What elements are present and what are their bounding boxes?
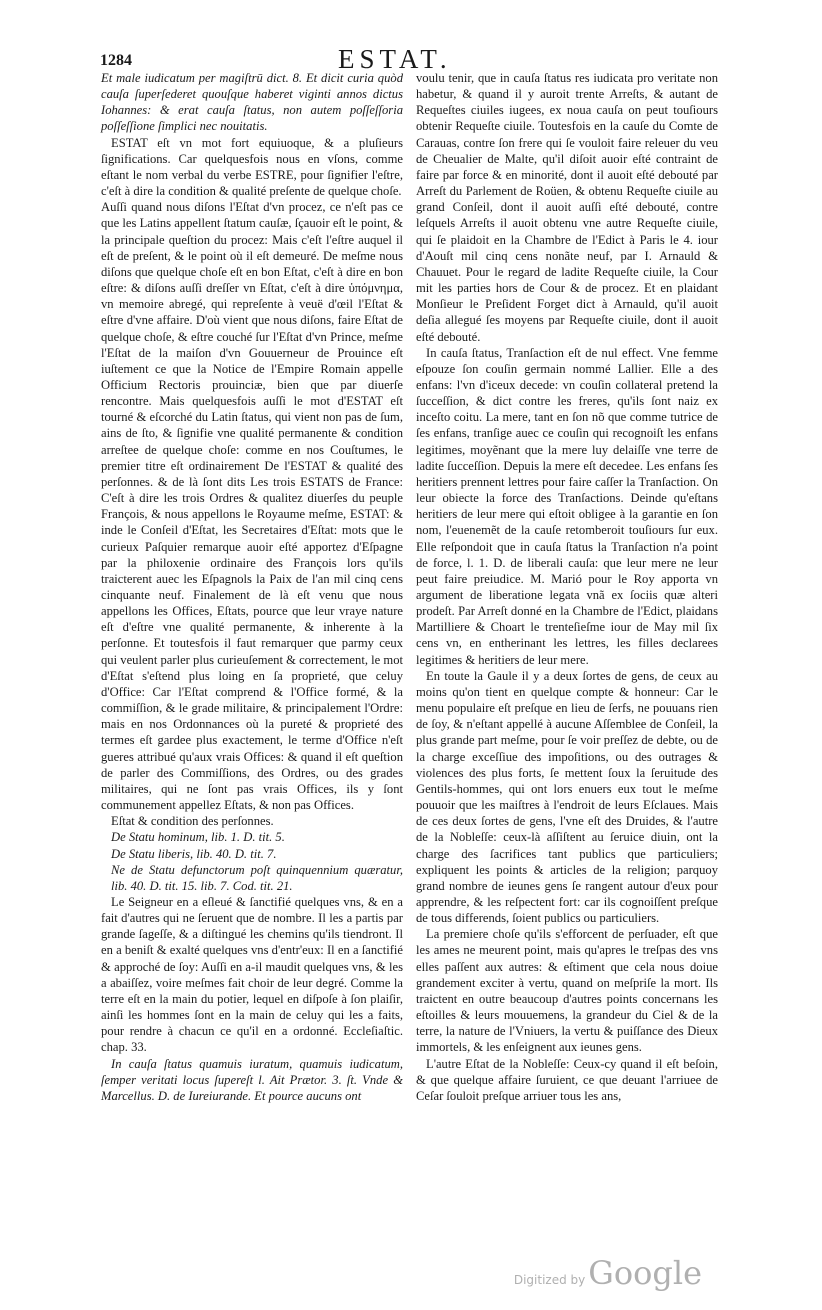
paragraph: Et male iudicatum per magiſtrū dict. 8. Et dicit curia quòd cauſa ſuperſederet quouſque haberet viginti annos dictus Iohannes: & erat cauſa ſtatus, non autem poſſeſſoria poſſeſſione ſimplici nec nouitatis. bbox=[101, 71, 403, 134]
left-column bbox=[101, 70, 403, 1104]
paragraph: Ne de Statu defunctorum poſt quinquennium quæratur, lib. 40. D. tit. 15. lib. 7. Cod. tit. 21. bbox=[111, 862, 403, 893]
paragraph: De Statu hominum, lib. 1. D. tit. 5. bbox=[111, 830, 285, 845]
paragraph: La premiere choſe qu'ils s'efforcent de perſuader, eſt que les ames ne meurent point, mais qu'apres le treſpas des vns elles paſſent aux autres: & eſtiment que cela nous doiue grandement exciter à vertu, quand on meſpriſe la mort. Ils traictent en outre beaucoup d'autres points concernans les eſtoilles & leurs mouuemens, la grandeur du Ciel & de la terre, la nature de l'Vniuers, la vertu & puiſſance des Dieux immortels, & les enſeignent aux ieunes gens. bbox=[416, 927, 718, 1055]
paragraph: L'autre Eſtat de la Nobleſſe: Ceux-cy quand il eſt beſoin, & que quelque affaire ſuruient, ce que deuant l'arriuee de Ceſar ſouloit preſque arriuer tous les ans, bbox=[416, 1056, 718, 1103]
paragraph: Le Seigneur en a eſleué & ſanctifié quelques vns, & en a fait d'autres qui ne ſeruent que de nombre. Il les a partis par grande ſageſſe, & a diſtingué les chemins qu'ils tiendront. Il en a beniſt & exalté quelques vns d'entr'eux: Il en a ſanctifié & approché de ſoy: Auſſi en a-il maudit quelques vns, & les a abaiſſez, voire meſmes fait choir de leur degré. Comme la terre eſt en la main du potier, lequel en diſpoſe à ſon plaiſir, ainſi les hommes ſont en la main de celuy qui les a faits, pour rendre à chacun ce qu'il en a ordonné. Eccleſiaſtic. chap. 33. bbox=[101, 894, 403, 1055]
watermark-prefix: Digitized by bbox=[513, 1273, 586, 1287]
page-number: 1284 bbox=[100, 52, 132, 69]
paragraph: Eſtat & condition des perſonnes. bbox=[111, 814, 274, 829]
paragraph: Auſſi quand nous diſons l'Eſtat d'vn procez, ce n'eſt pas ce que les Latins appellent ſtatum cauſæ, ſçauoir eſt le point, & la principale queſtion du procez: Mais c'eſt l'eſtre auquel il eſt de preſent, & le point où il eſt demeuré. De meſme nous diſons que quelque choſe eſt en bon Eſtat, c'eſt à dire en bon eſtre: & diſons auſſi dreſſer vn Eſtat, c'eſt à dire ὑπόμνημα, vn memoire abregé, qui repreſente à veuë d'œil l'Eſtat & eſtre d'vne affaire. D'où vient que nous diſons, faire Eſtat de quelque choſe, & eſtre couché ſur l'Eſtat d'vn Prince, meſme l'Eſtat de la maiſon d'vn Gouuerneur de Prouince eſt iuſtement ce que la Notice de l'Empire Romain appelle Officium Rectoris prouinciæ, bien que par diuerſe rencontre. Mais quelquesfois auſſi le mot d'ESTAT eſt tourné & eſcorché du Latin ſtatus, qui vient non pas de ſum, ains de ſto, & ſignifie vne qualité permanente & condition arreſtee de quelque choſe: comme en nos Couſtumes, le premier titre eſt ordinairement De l'ESTAT & qualité des perſonnes. & de là ſont dits Les trois ESTATS de France: C'eſt à dire les trois Ordres & qualitez diuerſes du peuple François, & nous appellons le Royaume meſme, ESTAT: & inde le Conſeil d'Eſtat, les Secretaires d'Eſtat: mots que le curieux Paſquier remarque auoir eſté apportez d'Eſpagne par la philoxenie ordinaire des François lors qu'ils traicterent auec les Eſpagnols la Paix de l'an mil cinq cens cinquante neuf. Finalement de là eſt venu que nous appellons les Offices, Eſtats, pource que leur vraye nature eſt d'eſtre vne qualité permanente, & inherente à la perſonne. Et toutesfois il faut remarquer que parmy ceux qui veulent parler plus curieuſement & correctement, le mot d'Eſtat s'eſtend plus loing en ſa proprieté, que celuy d'Office: Car l'Eſtat comprend & l'Office formé, & la commiſſion, & le grade militaire, & principalement l'Ordre: mais en nos Ordonnances où la pureté & proprieté des termes eſt gardee plus exactement, le terme d'Office n'eſt gueres attribué qu'aux vrais Offices: & quand il eſt queſtion de parler des Commiſſions, des Ordres, ou des grades militaires, qui ne ſont pas vrais Offices, ils y ſont communement appellez Eſtats, & non pas Offices. bbox=[101, 200, 403, 813]
paragraph: In cauſa ſtatus, Tranſaction eſt de nul effect. Vne femme eſpouze ſon couſin germain nommé Lallier. Elle a des enfans: l'vn d'iceux decede: vn couſin collateral pretend la ſucceſſion, & dict contre les freres, qu'ils ſont naiz ex inceſto coitu. La mere, tant en ſon nõ que comme tutrice de ſes enfans, tranſige auec ce couſin qui recognoiſt les enfans legitimes, moyẽnant que la mere luy delaiſſe vne terre de ladite ſucceſſion. Depuis la mere eſt decedee. Les enfans ſes heritiers prennent lettres pour faire caſſer la Tranſaction. On leur obiecte la force des Tranſactions. Deinde qu'eſtans heritiers de leur mere qui eſtoit obligee à la garantie en ſon nom, l'euenemẽt de la cauſe retomberoit touſiours ſur eux. Elle reſpondoit que in cauſa ſtatus la Tranſaction n'a point de force, l. 1. D. de liberali cauſa: que leur mere ne leur peut faire preiudice. M. Marió pour le Roy apporta vn argument de liberatione legata vnã ex ſociis quæ alteri prodeſt. Par Arreſt donné en la Chambre de l'Edict, plaidans Martilliere & Choart le trenteſieſme iour de May mil ſix cens vn, en entherinant les lettres, les filles declarees legitimes & heritiers de leur mere. bbox=[416, 345, 718, 667]
digitized-watermark bbox=[514, 1254, 702, 1292]
paragraph: In cauſa ſtatus quamuis iuratum, quamuis iudicatum, ſemper veritati locus ſupereſt l. Ait Prætor. 3. ſt. Vnde & Marcellus. D. de Iureiurande. Et pource aucuns ont bbox=[101, 1056, 403, 1103]
paragraph: voulu tenir, que in cauſa ſtatus res iudicata pro veritate non habetur, & quand il y auroit trente Arreſts, & autant de Requeſtes ciuiles iugees, ex noua cauſa on peut touſiours obtenir Requeſte ciuile. Toutesfois en la cauſe du Comte de Carauas, contre ſon frere qui ſe vouloit faire releuer du veu de Cheualier de Malte, qu'il diſoit auoir eſté contraint de faire par force & en minorité, dont il auoit eſté debouté par Arreſt du Parlement de Roüen, & obtenu Requeſte ciuile au grand Conſeil, dont il auoit auſſi eſté debouté, contre leſquels Arreſts il auoit obtenu vne autre Requeſte ciuile, qui ſe plaidoit en la Chambre de l'Edict à Paris le 4. iour d'Aouſt mil cinq cens nonãte neuf, par I. Arnauld & Chauuet. Pour le regard de ladite Requeſte ciuile, la Cour mit les parties hors de Cour & de procez. Et en plaidant Monſieur le Preſident Forget dict à Arnauld, qu'il auoit deſia allegué ſes moyens par Requeſte ciuile, dont il auoit eſté debouté. bbox=[416, 71, 718, 344]
paragraph: En toute la Gaule il y a deux ſortes de gens, de ceux au moins qu'on tient en quelque compte & honneur: Car le menu populaire eſt preſque en lieu de ſerfs, ne pouuans rien de ſoy, & n'eſtant appellé à aucune Aſſemblee de Conſeil, la plus grande part meſme, pour ſe voir preſſez de debte, ou de la charge exceſſiue des impoſitions, ou des outrages & violences des plus forts, ſe mettent ſoux la ſeruitude des Gentils-hommes, qui ont lors enuers eux tout le meſme pouuoir que les maiſtres à l'endroit de leurs Eſclaues. Mais de ces deux ſortes de gens, l'vne eſt des Druides, & l'autre de la Nobleſſe: ceux-là aſſiſtent au ſeruice diuin, ont la charge des ſacrifices tant publics que particuliers; expliquent les points & articles de la religion; parquoy grand nombre de ieunes gens ſe rangent autour d'eux pour apprendre, & les reſpectent fort: car ils cognoiſſent preſque de tous differends, ſoient publics ou particuliers. bbox=[416, 668, 718, 926]
paragraph: De Statu liberis, lib. 40. D. tit. 7. bbox=[111, 846, 277, 861]
google-logo: Google bbox=[588, 1254, 702, 1292]
running-title: ESTAT. bbox=[338, 44, 452, 74]
right-column bbox=[416, 70, 718, 1104]
paragraph: ESTAT eſt vn mot fort equiuoque, & a pluſieurs ſignifications. Car quelquesfois nous en vſons, comme eſtant le nom verbal du verbe ESTRE, pour ſignifier l'eſtre, c'eſt à dire la condition & qualité preſente de quelque choſe. bbox=[101, 135, 403, 199]
